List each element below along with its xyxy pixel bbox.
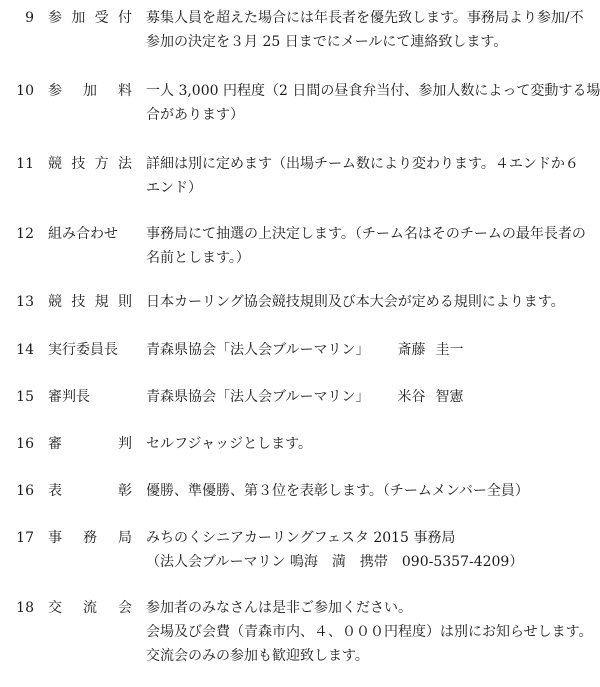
item-label: 参 加 料 — [48, 83, 132, 99]
body-line: 交流会のみの参加も歓迎致します。 — [146, 648, 369, 664]
item-number: 9 — [25, 10, 34, 26]
body-line: 募集人員を超えた場合には年長者を優先致します。事務局より参加/不 — [146, 10, 584, 26]
body-line: 事務局にて抽選の上決定します。（チーム名はそのチームの最年長者の — [146, 226, 586, 242]
item-label: 実行委員長 — [48, 342, 118, 358]
item-label: 事 務 局 — [48, 530, 132, 546]
item-number: 12 — [16, 226, 34, 242]
body-line: 参加の決定を３月 25 日までにメールにて連絡致します。 — [146, 34, 508, 50]
item-body — [146, 526, 586, 574]
person-given-name: 圭一 — [435, 342, 464, 358]
item-number: 10 — [16, 83, 34, 99]
body-line: みちのくシニアカーリングフェスタ 2015 事務局 — [146, 530, 456, 546]
item-body — [146, 385, 586, 409]
item-body — [146, 338, 586, 362]
body-line: （法人会ブルーマリン 鳴海 満 携帯 090-5357-4209） — [146, 554, 524, 570]
item-label: 審判長 — [48, 389, 90, 405]
body-line: 優勝、準優勝、第３位を表彰します。（チームメンバー全員） — [146, 483, 529, 499]
item-body — [146, 432, 586, 456]
body-line — [146, 385, 586, 409]
body-line — [146, 338, 586, 362]
body-line: 合があります） — [146, 107, 244, 123]
item-number: 14 — [16, 342, 34, 358]
body-line: 詳細は別に定めます（出場チーム数により変わります。４エンドか６ — [146, 156, 579, 172]
item-label: 審 判 — [48, 436, 132, 452]
organization: 青森県協会「法人会ブルーマリン」 — [146, 389, 370, 405]
item-body — [146, 222, 586, 270]
item-label: 表 彰 — [48, 483, 132, 499]
item-body — [146, 79, 600, 127]
body-line: 参加者のみなさんは是非ご参加ください。 — [146, 600, 412, 616]
item-label: 組み合わせ — [48, 226, 118, 242]
body-line: 日本カーリング協会競技規則及び本大会が定める規則によります。 — [146, 294, 565, 310]
item-body — [146, 6, 586, 54]
body-line: エンド） — [146, 180, 202, 196]
item-number: 16 — [16, 483, 34, 499]
item-number: 16 — [16, 436, 34, 452]
person-family-name: 斎藤 — [397, 342, 426, 358]
item-body — [146, 290, 586, 314]
organization: 青森県協会「法人会ブルーマリン」 — [146, 342, 370, 358]
item-body — [146, 152, 586, 200]
person-given-name: 智憲 — [435, 389, 464, 405]
body-line: セルフジャッジとします。 — [146, 436, 313, 452]
item-label: 交 流 会 — [48, 600, 132, 616]
item-number: 18 — [16, 600, 34, 616]
body-line: 名前とします。） — [146, 250, 250, 266]
item-label: 参 加 受 付 — [48, 10, 132, 26]
item-body — [146, 479, 586, 503]
body-line: 一人 3,000 円程度（2 日間の昼食弁当付、参加人数によって変動する場 — [146, 83, 600, 99]
item-number: 15 — [16, 389, 34, 405]
body-line: 会場及び会費（青森市内、４、０００円程度）は別にお知らせします。 — [146, 624, 593, 640]
item-number: 13 — [16, 294, 34, 310]
item-number: 11 — [16, 156, 34, 172]
person-family-name: 米谷 — [397, 389, 426, 405]
item-label: 競 技 規 則 — [48, 294, 132, 310]
item-body — [146, 596, 593, 668]
item-number: 17 — [16, 530, 34, 546]
item-label: 競 技 方 法 — [48, 156, 132, 172]
